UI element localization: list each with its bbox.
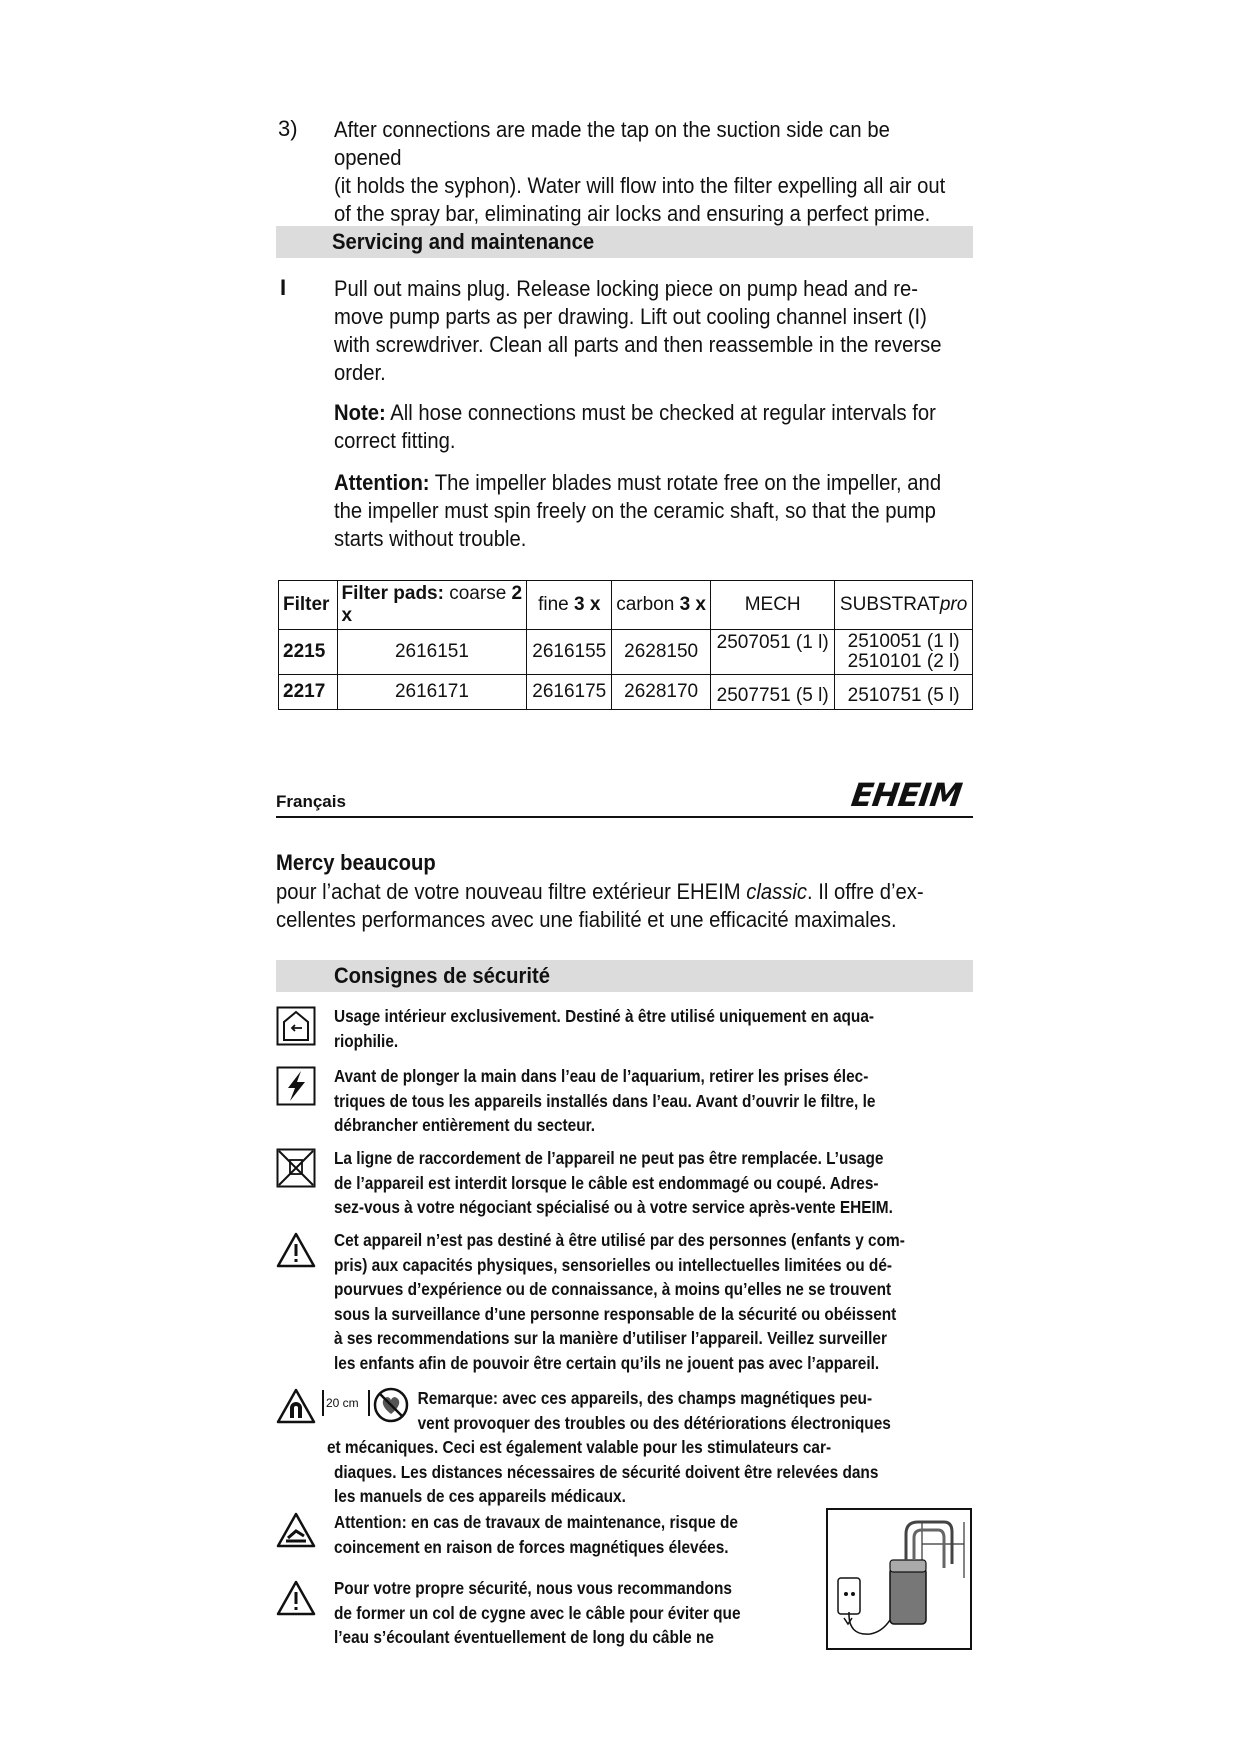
note-line-1 (334, 399, 960, 427)
thanks-line-1 (276, 878, 975, 906)
header-substrat-pro: pro (939, 594, 968, 615)
step-3-line-2: (it holds the syphon). Water will flow into the filter expelling all air out (334, 173, 946, 198)
header-fine (527, 581, 612, 630)
cell-carbon: 2628170 (612, 675, 711, 710)
cell-filter: 2217 (279, 675, 338, 710)
cell-substrat-2: 2510101 (2 l) (847, 651, 960, 672)
magnet-warning-icon (276, 1388, 316, 1424)
attention-text-1: The impeller blades must rotate free on the impeller, and (429, 470, 942, 495)
header-carbon-label: carbon (616, 594, 680, 615)
table-header-row (279, 581, 973, 630)
step-3-line-3: of the spray bar, eliminating air locks and ensuring a perfect prime. (334, 201, 931, 226)
cell-mech: 2507051 (1 l) (711, 630, 835, 675)
header-filter: Filter (279, 581, 338, 630)
servicing-text (334, 275, 960, 553)
header-mech: MECH (711, 581, 835, 630)
table-row (279, 630, 973, 675)
gooseneck-line-1: Pour votre propre sécurité, nous vous recommandons (334, 1578, 732, 1598)
cell-coarse: 2616171 (337, 675, 527, 710)
thanks-line-2: cellentes performances avec une fiabilité et une efficacité maximales. (276, 907, 897, 932)
electric-line-2: triques de tous les appareils installés dans l’eau. Avant d’ouvrir le filtre, le (334, 1090, 876, 1111)
cell-substrat: 2510751 (5 l) (835, 675, 973, 710)
cell-carbon: 2628150 (612, 630, 711, 675)
header-carbon-qty: 3 x (679, 594, 706, 615)
cell-filter: 2215 (279, 630, 338, 675)
thanks-line-1c: . Il offre d’ex- (806, 879, 924, 904)
cell-fine: 2616175 (527, 675, 612, 710)
damaged-cable-icon (276, 1148, 316, 1188)
cable-line-1: La ligne de raccordement de l’appareil ne peut pas être remplacée. L’usage (334, 1148, 884, 1168)
persons-line-4: sous la surveillance d’une personne responsable de la sécurité ou obéissent (334, 1303, 897, 1324)
cell-coarse: 2616151 (337, 630, 527, 675)
persons-line-1: Cet appareil n’est pas destiné à être utilisé par des personnes (enfants y com- (334, 1230, 905, 1250)
servicing-marker: I (280, 275, 287, 300)
magnet-text (326, 1386, 972, 1509)
persons-line-6: les enfants afin de pouvoir être certain qu’ils ne jouent pas avec l’appareil. (334, 1352, 880, 1373)
magnet-line-3: et mécaniques. Ceci est également valable pour les stimulateurs car- (326, 1437, 832, 1457)
header-fine-qty: 3 x (573, 594, 601, 615)
pinch-line-1: Attention: en cas de travaux de maintenance, risque de (334, 1512, 738, 1532)
step-3-number: 3) (278, 116, 298, 141)
indoor-use-icon (276, 1006, 316, 1046)
servicing-line-4: order. (334, 360, 386, 385)
magnet-line-5: les manuels de ces appareils médicaux. (334, 1486, 626, 1506)
warning-triangle-icon (276, 1232, 316, 1268)
thanks-text (276, 878, 975, 934)
cell-mech: 2507751 (5 l) (711, 675, 835, 710)
header-substrat (835, 581, 973, 630)
thanks-title: Mercy beaucoup (276, 850, 436, 875)
magnet-line-2: vent provoquer des troubles ou des détériorations électroniques (417, 1412, 891, 1433)
table-row (279, 675, 973, 710)
persons-line-2: pris) aux capacités physiques, sensorielles ou intellectuelles limitées ou dé- (334, 1254, 893, 1275)
attention-line-3: starts without trouble. (334, 526, 527, 551)
pinch-text (334, 1510, 748, 1559)
cable-line-3: sez-vous à votre négociant spécialisé ou à votre service après-vente EHEIM. (334, 1197, 893, 1217)
electric-line-1: Avant de plonger la main dans l’eau de l’aquarium, retirer les prises élec- (334, 1066, 869, 1086)
persons-line-3: pourvues d’expérience ou de connaissance, à moins qu’elles ne se trouvent (334, 1279, 892, 1299)
gooseneck-text (334, 1576, 748, 1650)
header-coarse-label: coarse (443, 583, 512, 604)
thanks-classic: classic (746, 879, 807, 904)
header-coarse (337, 581, 527, 630)
servicing-heading: Servicing and maintenance (332, 229, 595, 254)
header-coarse-qty: 2 x (341, 583, 523, 626)
indoor-line-2: riophilie. (334, 1030, 399, 1051)
cable-text (334, 1146, 972, 1220)
indoor-line-1: Usage intérieur exclusivement. Destiné à être utilisé uniquement en aqua- (334, 1006, 875, 1026)
drip-loop-illustration (826, 1508, 972, 1650)
electric-line-3: débrancher entièrement du secteur. (334, 1115, 596, 1135)
indoor-text (334, 1004, 972, 1053)
language-label: Français (276, 792, 346, 811)
safety-heading: Consignes de sécurité (334, 963, 550, 988)
filter-parts-table (278, 580, 973, 710)
attention-label: Attention: (334, 470, 430, 495)
header-rule (276, 816, 973, 818)
servicing-line-2: move pump parts as per drawing. Lift out cooling channel insert (I) (334, 304, 927, 329)
pinch-line-2: coincement en raison de forces magnétiques élevées. (334, 1536, 729, 1557)
servicing-line-1: Pull out mains plug. Release locking piece on pump head and re- (334, 276, 918, 301)
step-3-text (334, 116, 960, 228)
electric-text (334, 1064, 972, 1138)
eheim-logo: EHEIM (849, 776, 964, 814)
header-substrat-label: SUBSTRAT (839, 594, 940, 615)
cell-fine: 2616155 (527, 630, 612, 675)
note-line-2: correct fitting. (334, 428, 456, 453)
cell-substrat (835, 630, 973, 675)
persons-line-5: à ses recommendations sur la manière d’utiliser l’appareil. Veillez surveiller (334, 1328, 887, 1348)
step-3-line-1: After connections are made the tap on the suction side can be opened (334, 117, 890, 170)
gooseneck-line-3: l’eau s’écoulant éventuellement de long du câble ne (334, 1627, 714, 1647)
attention-line-2: the impeller must spin freely on the ceramic shaft, so that the pump (334, 498, 936, 523)
gooseneck-line-2: de former un col de cygne avec le câble pour éviter que (334, 1602, 741, 1623)
persons-text (334, 1228, 972, 1375)
attention-line-1 (334, 469, 960, 497)
magnet-distance-label: 20 cm (326, 1396, 359, 1410)
thanks-line-1a: pour l’achat de votre nouveau filtre extérieur EHEIM (276, 879, 747, 904)
warning-triangle-icon (276, 1580, 316, 1616)
header-pads-label: Filter pads: (341, 583, 444, 604)
magnet-line-4: diaques. Les distances nécessaires de sécurité doivent être relevées dans (334, 1461, 879, 1482)
note-label: Note: (334, 400, 386, 425)
cable-line-2: de l’appareil est interdit lorsque le câble est endommagé ou coupé. Adres- (334, 1172, 879, 1193)
pinch-hazard-icon (276, 1512, 316, 1548)
magnet-line-1: Remarque: avec ces appareils, des champs magnétiques peu- (417, 1388, 873, 1408)
electric-hazard-icon (276, 1066, 316, 1106)
servicing-line-3: with screwdriver. Clean all parts and then reassemble in the reverse (334, 332, 942, 357)
header-fine-label: fine (538, 594, 574, 615)
note-text-1: All hose connections must be checked at regular intervals for (385, 400, 936, 425)
header-carbon (612, 581, 711, 630)
cell-substrat-1: 2510051 (1 l) (847, 631, 960, 652)
